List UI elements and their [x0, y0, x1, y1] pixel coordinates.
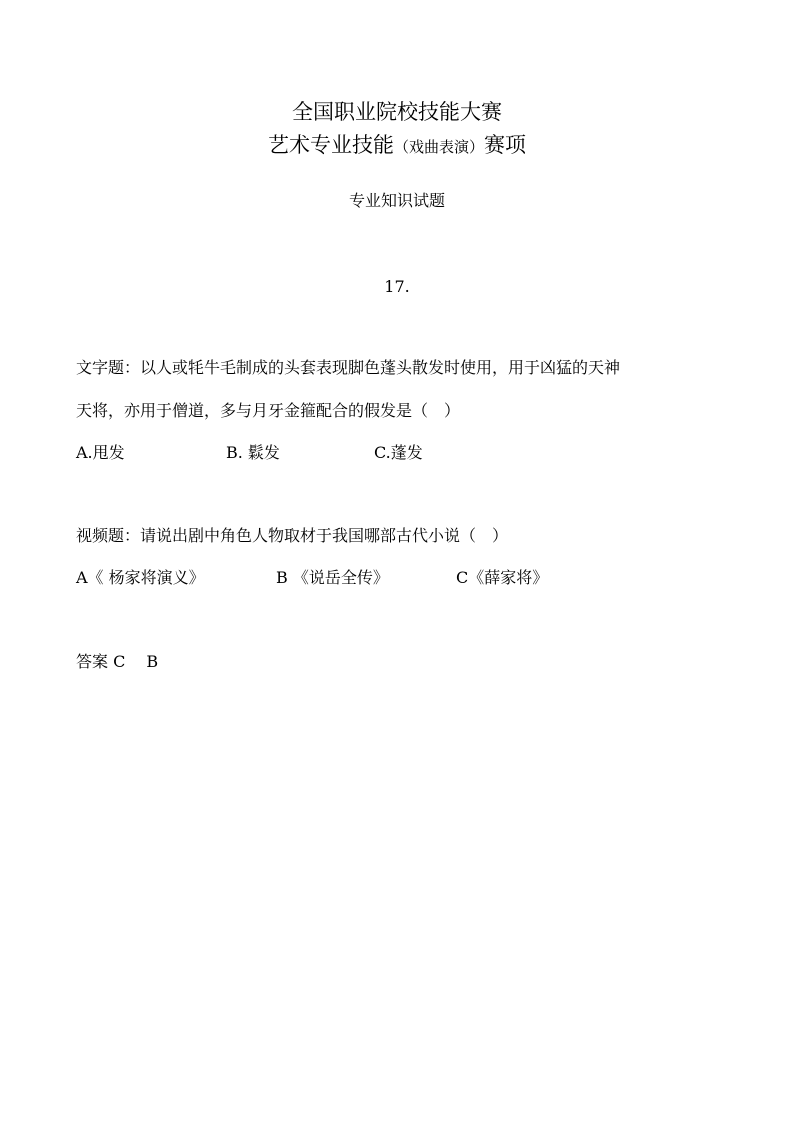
text-question-line-1: 文字题：以人或牦牛毛制成的头套表现脚色蓬头散发时使用，用于凶猛的天神 [76, 358, 621, 377]
question-number: 17. [384, 277, 410, 296]
video-question-option-a: A《 杨家将演义》 [76, 568, 205, 587]
event-title-main: 艺术专业技能 [267, 133, 394, 157]
text-question-option-a: A.甩发 [76, 443, 125, 462]
answer-line: 答案 C B [76, 652, 159, 671]
event-title-suffix: 赛项 [484, 133, 526, 157]
competition-title: 全国职业院校技能大赛 [292, 100, 502, 124]
text-question-option-c: C.蓬发 [374, 443, 423, 462]
video-question-option-c: C《薛家将》 [456, 568, 549, 587]
event-title-category: （戏曲表演） [393, 138, 484, 156]
video-question-option-b: B 《说岳全传》 [276, 568, 389, 587]
video-question-text: 视频题：请说出剧中角色人物取材于我国哪部古代小说（ ） [76, 526, 509, 545]
exam-header [0, 96, 794, 164]
text-question-option-b: B. 鬏发 [226, 443, 280, 462]
event-title [0, 129, 794, 164]
text-question-line-2: 天将，亦用于僧道，多与月牙金箍配合的假发是（ ） [76, 401, 461, 420]
exam-subtitle: 专业知识试题 [348, 191, 445, 210]
